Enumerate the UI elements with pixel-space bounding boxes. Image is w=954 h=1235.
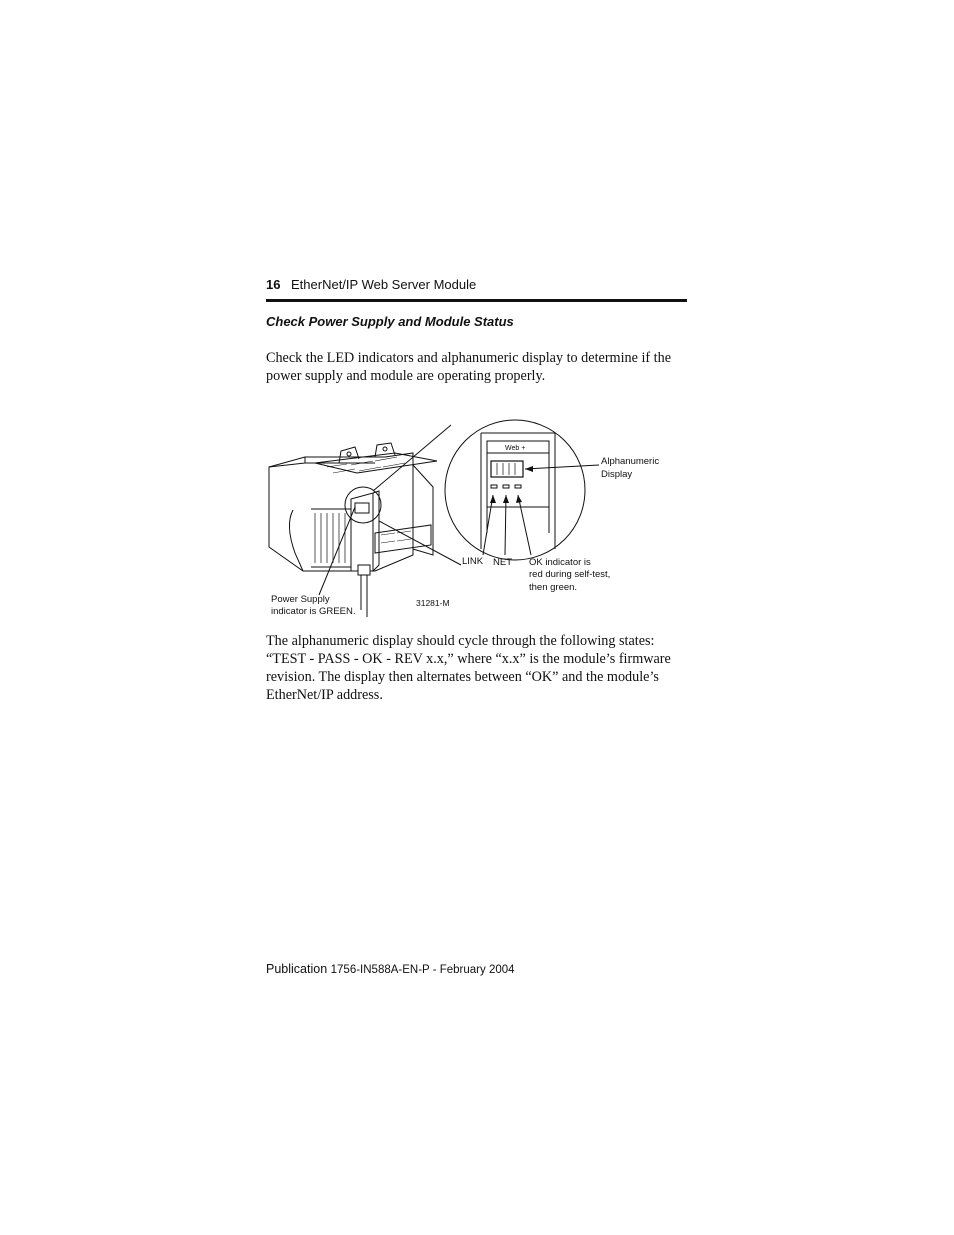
intro-paragraph: Check the LED indicators and alphanumeric display to determine if the power supply and module are operating properly. xyxy=(266,350,672,384)
link-led xyxy=(491,485,497,488)
module-face-label: Web + xyxy=(505,445,526,452)
ok-led xyxy=(515,485,521,488)
header-rule xyxy=(266,299,687,302)
section-title: Check Power Supply and Module Status xyxy=(266,314,514,329)
link-label: LINK xyxy=(462,556,484,567)
footer-prefix: Publication xyxy=(266,962,328,976)
chassis-outline xyxy=(269,453,413,571)
states-paragraph: The alphanumeric display should cycle through the following states: “TEST - PASS - OK - REV x.x,” where “x.x” is the module’s firmware revision. The display then alternates between “OK” and the module’s EtherNet/IP address. xyxy=(266,633,671,703)
alphanumeric-display xyxy=(491,461,523,477)
ok-label-line3: then green. xyxy=(529,582,578,593)
power-label-line2: indicator is GREEN. xyxy=(271,606,356,617)
alphanumeric-label-line2: Display xyxy=(601,469,633,480)
net-label: NET xyxy=(493,557,512,568)
page-number: 16 xyxy=(266,277,281,292)
figure-id: 31281-M xyxy=(416,598,450,608)
power-label-line1: Power Supply xyxy=(271,594,330,605)
ok-label-line1: OK indicator is xyxy=(529,557,591,568)
ethernet-module xyxy=(351,493,373,571)
net-led xyxy=(503,485,509,488)
footer xyxy=(266,962,515,976)
running-header-title: EtherNet/IP Web Server Module xyxy=(291,277,477,292)
footer-publication-id: 1756-IN588A-EN-P - February 2004 xyxy=(330,964,515,976)
ok-label-line2: red during self-test, xyxy=(529,569,611,580)
alphanumeric-label-line1: Alphanumeric xyxy=(601,456,660,467)
module-figure xyxy=(255,395,685,625)
